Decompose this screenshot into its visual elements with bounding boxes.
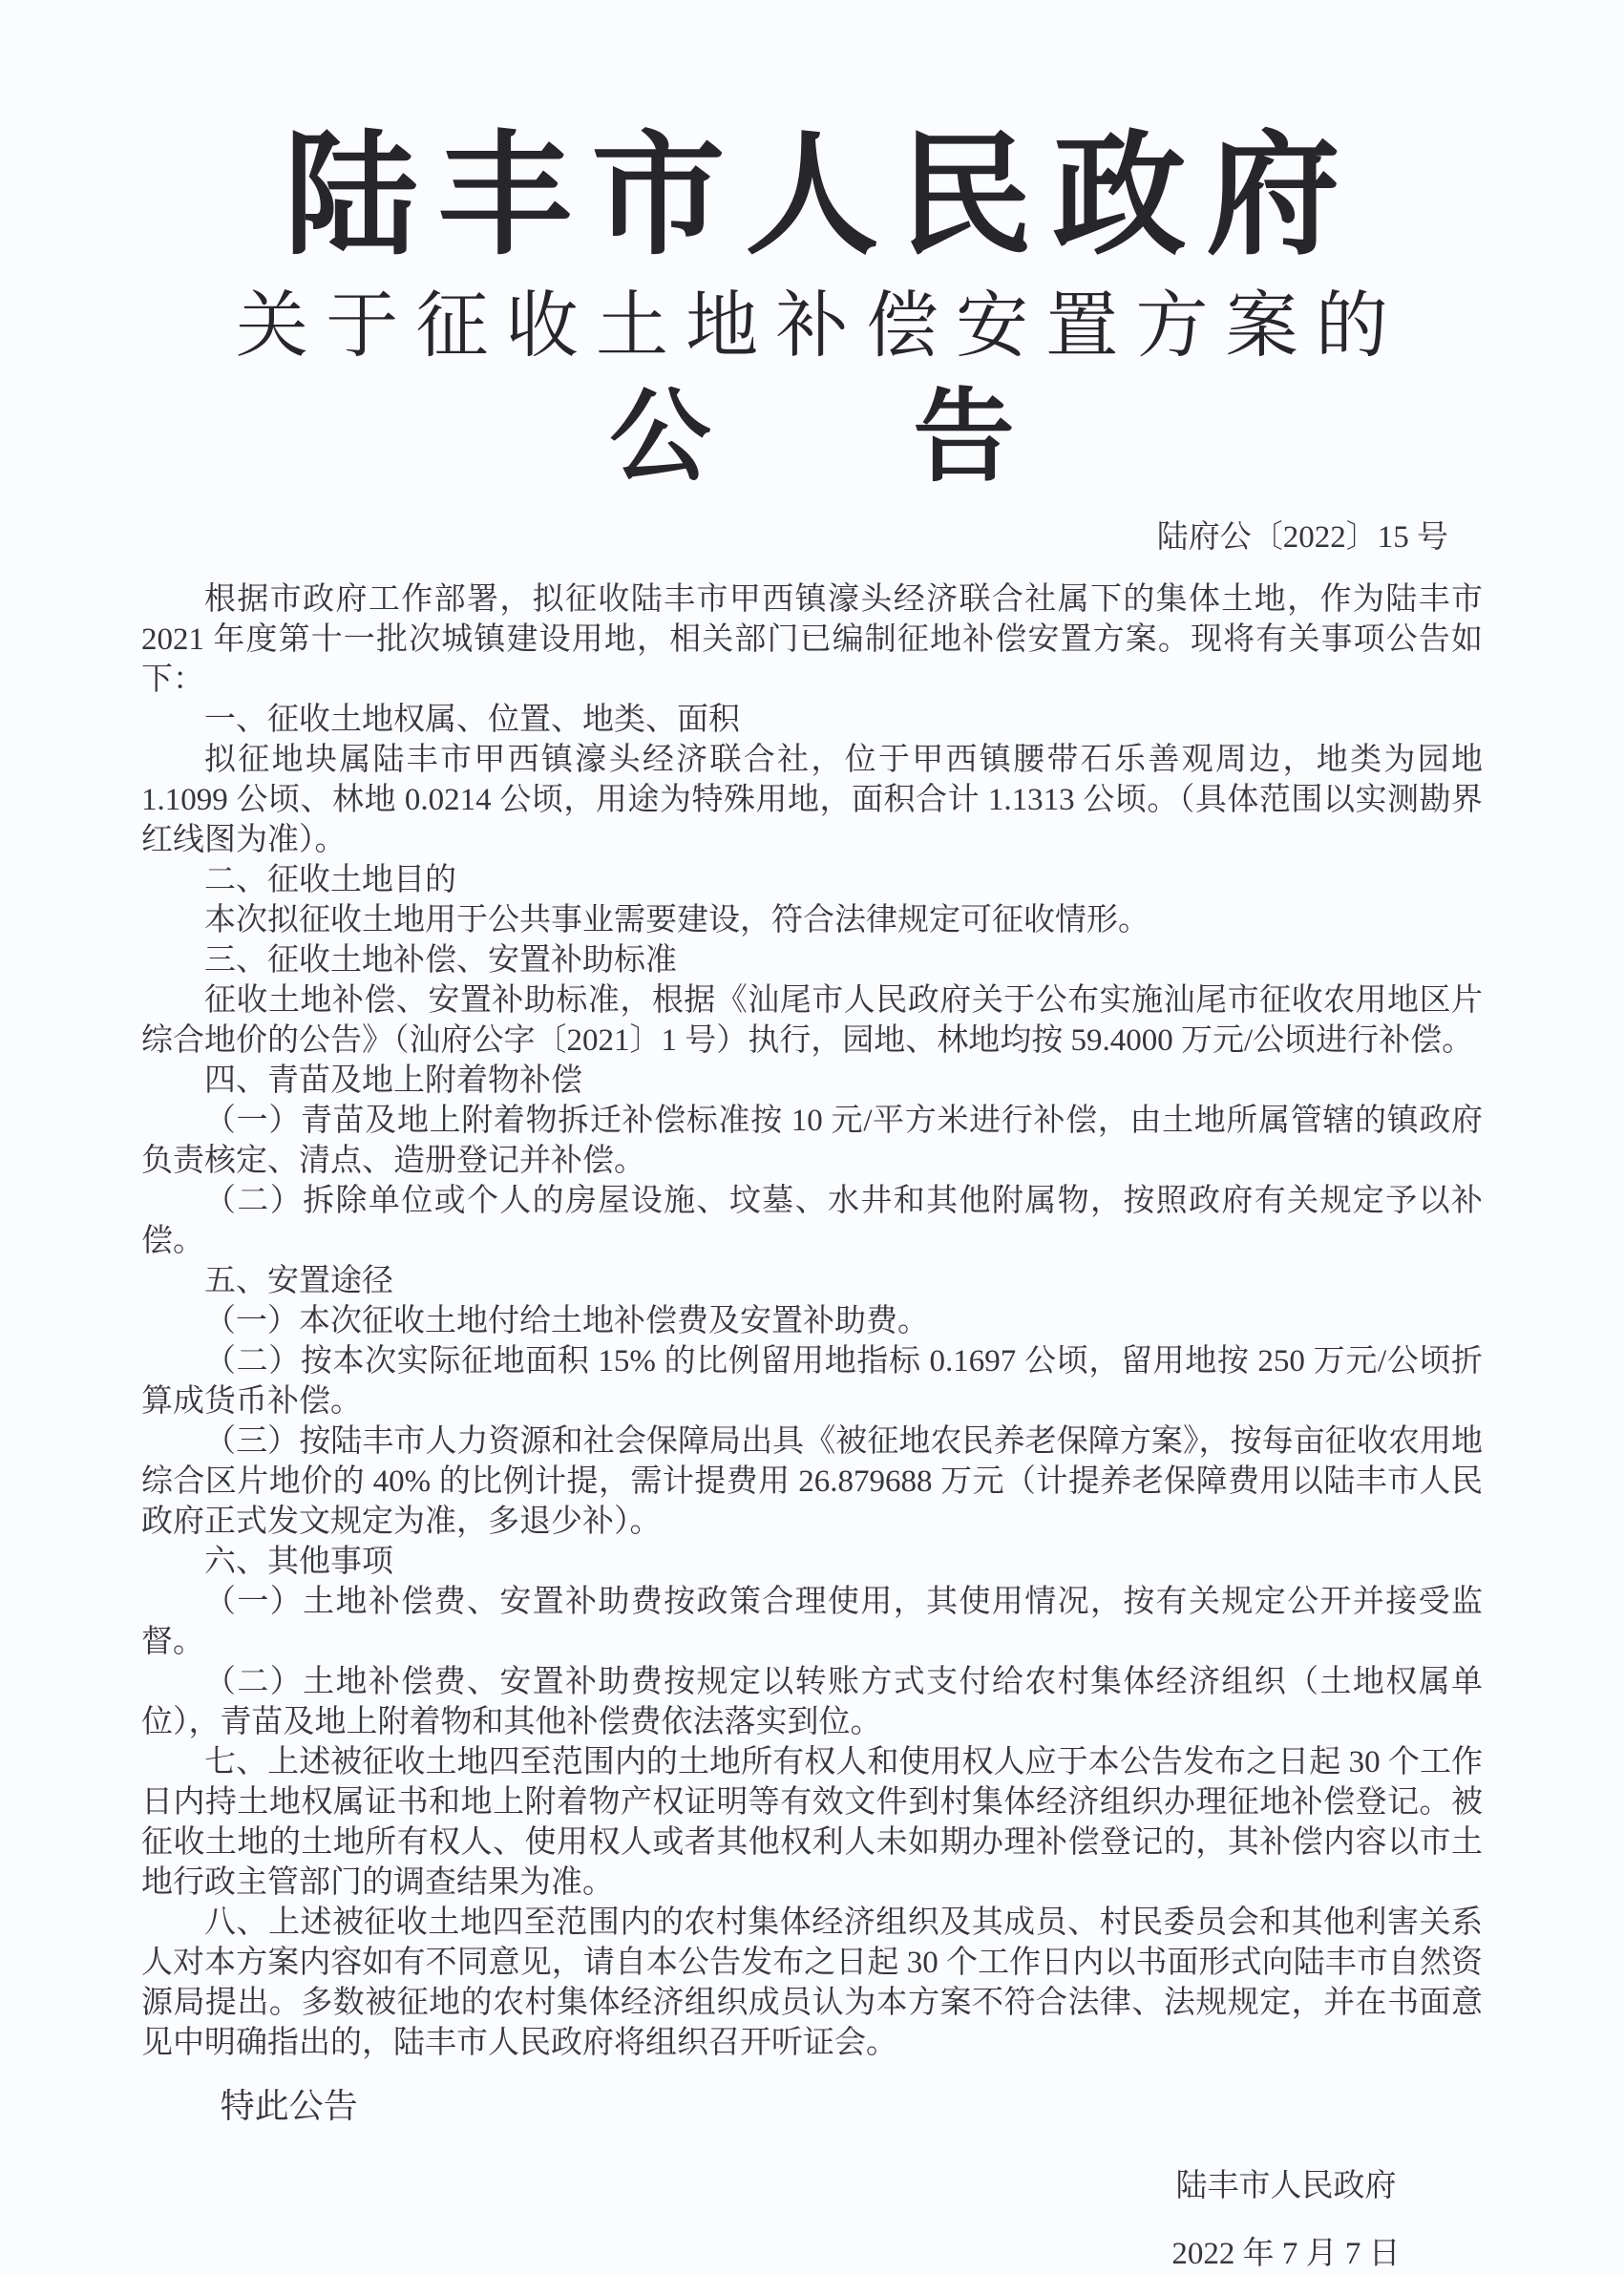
issuer-name: 陆丰市人民政府 [1175,2168,1397,2203]
section-heading-6: 六、其他事项 [204,1544,393,1579]
section-heading-3: 三、征收土地补偿、安置补助标准 [204,942,677,978]
paragraph: （一）本次征收土地付给土地补偿费及安置补助费。 [204,1303,929,1338]
paragraph-section-7: 七、上述被征收土地四至范围内的土地所有权人和使用权人应于本公告发布之日起 30 个工作日内持土地权属证书和地上附着物产权证明等有效文件到村集体经济组织办理征地补偿登记。被征收土地的土地所有权人、使用权人或者其他权利人未如期办理补偿登记的，其补偿内容以市土地行政主管部门的调查结果为准。 [141,1744,1483,1900]
paragraph: （一）青苗及地上附着物拆迁补偿标准按 10 元/平方米进行补偿，由土地所属管辖的镇政府负责核定、清点、造册登记并补偿。 [141,1103,1483,1178]
paragraph: 拟征地块属陆丰市甲西镇濠头经济联合社，位于甲西镇腰带石乐善观周边，地类为园地 1.1099 公顷、林地 0.0214 公顷，用途为特殊用地，面积合计 1.1313 公顷。（具体范围以实测勘界红线图为准）。 [141,742,1483,857]
page-title: 陆丰市人民政府 [284,123,1360,271]
paragraph-section-8: 八、上述被征收土地四至范围内的农村集体经济组织及其成员、村民委员会和其他利害关系人对本方案内容如有不同意见，请自本公告发布之日起 30 个工作日内以书面形式向陆丰市自然资源局提出。多数被征地的农村集体经济组织成员认为本方案不符合法律、法规规定，并在书面意见中明确指出的，陆丰市人民政府将组织召开听证会。 [141,1905,1483,2060]
paragraph: 征收土地补偿、安置补助标准，根据《汕尾市人民政府关于公布实施汕尾市征收农用地区片综合地价的公告》（汕府公字〔2021〕1 号）执行，园地、林地均按 59.4000 万元/公顷进行补偿。 [141,982,1483,1058]
signature-block [1124,2166,1448,2274]
paragraph: （三）按陆丰市人力资源和社会保障局出具《被征地农民养老保障方案》，按每亩征收农用地综合区片地价的 40% 的比例计提，需计提费用 26.879688 万元（计提养老保障费用以陆丰市人民政府正式发文规定为准，多退少补）。 [141,1423,1483,1539]
issue-date: 2022 年 7 月 7 日 [1171,2236,1401,2271]
closing-statement: 特此公告 [220,2086,358,2125]
document-number: 陆府公〔2022〕15 号 [1156,519,1448,555]
paragraph: （二）土地补偿费、安置补助费按规定以转账方式支付给农村集体经济组织（土地权属单位），青苗及地上附着物和其他补偿费依法落实到位。 [141,1664,1483,1739]
paragraph-intro: 根据市政府工作部署，拟征收陆丰市甲西镇濠头经济联合社属下的集体土地，作为陆丰市 2021 年度第十一批次城镇建设用地，相关部门已编制征地补偿安置方案。现将有关事项公告如下： [141,581,1483,697]
paragraph: （二）拆除单位或个人的房屋设施、坟墓、水井和其他附属物，按照政府有关规定予以补偿。 [141,1183,1483,1258]
section-heading-4: 四、青苗及地上附着物补偿 [204,1063,582,1098]
section-heading-1: 一、征收土地权属、位置、地类、面积 [204,702,740,737]
section-heading-2: 二、征收土地目的 [204,862,456,897]
document-body [141,579,1483,2063]
paragraph: （二）按本次实际征地面积 15% 的比例留用地指标 0.1697 公顷，留用地按 250 万元/公顷折算成货币补偿。 [141,1343,1483,1419]
paragraph: （一）土地补偿费、安置补助费按政策合理使用，其使用情况，按有关规定公开并接受监督。 [141,1584,1483,1659]
paragraph: 本次拟征收土地用于公共事业需要建设，符合法律规定可征收情形。 [204,902,1149,937]
section-heading-5: 五、安置途径 [204,1263,393,1298]
document-subtitle: 关于征收土地补偿安置方案的 [236,285,1406,367]
announcement-title: 公 告 [609,382,1015,495]
